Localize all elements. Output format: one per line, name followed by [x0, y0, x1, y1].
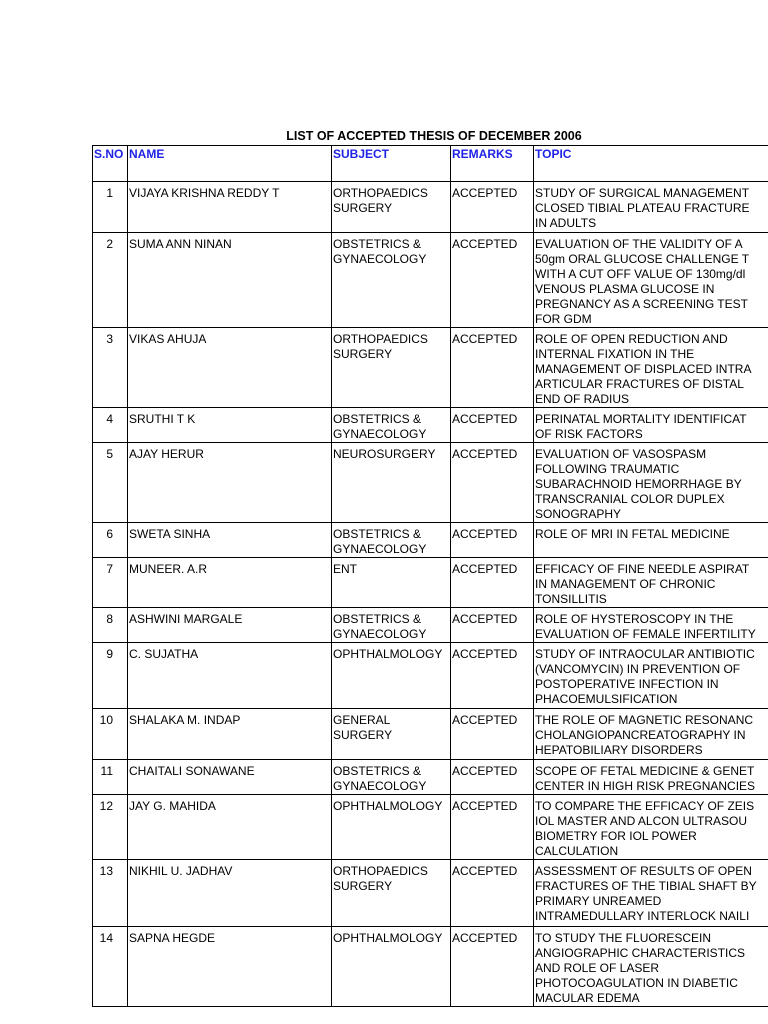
- cell-name: SUMA ANN NINAN: [128, 233, 332, 328]
- cell-sno: 13: [93, 860, 128, 927]
- cell-topic-text: STUDY OF INTRAOCULAR ANTIBIOTIC (VANCOMYCIN) IN PREVENTION OF POSTOPERATIVE INFECTION IN PHACOEMULSIFICATION: [535, 647, 755, 706]
- cell-name: MUNEER. A.R: [128, 558, 332, 608]
- table-row: [93, 760, 768, 795]
- cell-topic: [534, 408, 768, 443]
- cell-topic-text: EVALUATION OF THE VALIDITY OF A 50gm ORAL GLUCOSE CHALLENGE T WITH A CUT OFF VALUE OF 130mg/dl VENOUS PLASMA GLUCOSE IN PREGNANCY AS A SCREENING TEST FOR GDM: [535, 237, 750, 326]
- cell-topic-text: TO COMPARE THE EFFICACY OF ZEIS IOL MASTER AND ALCON ULTRASOU BIOMETRY FOR IOL POWER CALCULATION: [535, 799, 755, 858]
- table-row: [93, 182, 768, 233]
- cell-subject-text: OBSTETRICS & GYNAECOLOGY: [333, 527, 427, 556]
- cell-sno: 12: [93, 795, 128, 860]
- cell-subject-text: ORTHOPAEDICS SURGERY: [333, 864, 428, 893]
- cell-subject: [332, 709, 451, 760]
- cell-remarks: ACCEPTED: [451, 182, 534, 233]
- cell-subject: [332, 760, 451, 795]
- cell-topic: [534, 233, 768, 328]
- cell-topic: [534, 558, 768, 608]
- cell-remarks: ACCEPTED: [451, 643, 534, 709]
- cell-subject-text: OBSTETRICS & GYNAECOLOGY: [333, 412, 427, 441]
- cell-remarks: ACCEPTED: [451, 860, 534, 927]
- table-row: [93, 558, 768, 608]
- cell-sno: 11: [93, 760, 128, 795]
- table-row: [93, 328, 768, 408]
- header-topic: TOPIC: [534, 146, 768, 182]
- cell-sno: 10: [93, 709, 128, 760]
- cell-sno: 3: [93, 328, 128, 408]
- cell-subject: [332, 795, 451, 860]
- header-remarks: REMARKS: [451, 146, 534, 182]
- cell-remarks: ACCEPTED: [451, 558, 534, 608]
- cell-sno: 1: [93, 182, 128, 233]
- cell-topic-text: TO STUDY THE FLUORESCEIN ANGIOGRAPHIC CHARACTERISTICS AND ROLE OF LASER PHOTOCOAGULATION IN DIABETIC MACULAR EDEMA: [535, 931, 746, 1005]
- table-row: [93, 795, 768, 860]
- header-sno: S.NO: [93, 146, 128, 182]
- cell-remarks: ACCEPTED: [451, 328, 534, 408]
- cell-topic-text: PERINATAL MORTALITY IDENTIFICAT OF RISK FACTORS: [535, 412, 747, 441]
- cell-name: C. SUJATHA: [128, 643, 332, 709]
- cell-topic: [534, 795, 768, 860]
- table-row: [93, 233, 768, 328]
- cell-subject-text: ORTHOPAEDICS SURGERY: [333, 332, 428, 361]
- cell-subject-text: OPHTHALMOLOGY: [333, 931, 443, 945]
- cell-subject-text: NEUROSURGERY: [333, 447, 436, 461]
- cell-topic-text: ROLE OF MRI IN FETAL MEDICINE: [535, 527, 730, 541]
- cell-sno: 7: [93, 558, 128, 608]
- cell-sno: 9: [93, 643, 128, 709]
- cell-subject-text: OBSTETRICS & GYNAECOLOGY: [333, 764, 427, 793]
- cell-subject-text: OBSTETRICS & GYNAECOLOGY: [333, 237, 427, 266]
- cell-topic-text: ROLE OF HYSTEROSCOPY IN THE EVALUATION OF FEMALE INFERTILITY: [535, 612, 756, 641]
- table-row: [93, 860, 768, 927]
- cell-topic-text: SCOPE OF FETAL MEDICINE & GENET CENTER IN HIGH RISK PREGNANCIES: [535, 764, 756, 793]
- cell-topic: [534, 927, 768, 1007]
- cell-subject-text: ENT: [333, 562, 357, 576]
- cell-name: SRUTHI T K: [128, 408, 332, 443]
- cell-remarks: ACCEPTED: [451, 608, 534, 643]
- cell-sno: 6: [93, 523, 128, 558]
- thesis-table: [92, 145, 768, 1007]
- cell-subject: [332, 443, 451, 523]
- cell-topic: [534, 760, 768, 795]
- cell-topic: [534, 182, 768, 233]
- cell-name: SWETA SINHA: [128, 523, 332, 558]
- cell-remarks: ACCEPTED: [451, 523, 534, 558]
- header-subject: SUBJECT: [332, 146, 451, 182]
- table-row: [93, 608, 768, 643]
- cell-topic-text: EVALUATION OF VASOSPASM FOLLOWING TRAUMATIC SUBARACHNOID HEMORRHAGE BY TRANSCRANIAL COLOR DUPLEX SONOGRAPHY: [535, 447, 742, 521]
- cell-topic-text: THE ROLE OF MAGNETIC RESONANC CHOLANGIOPANCREATOGRAPHY IN HEPATOBILIARY DISORDERS: [535, 713, 754, 757]
- cell-remarks: ACCEPTED: [451, 408, 534, 443]
- cell-subject-text: OPHTHALMOLOGY: [333, 799, 443, 813]
- cell-subject-text: ORTHOPAEDICS SURGERY: [333, 186, 428, 215]
- table-row: [93, 643, 768, 709]
- cell-name: NIKHIL U. JADHAV: [128, 860, 332, 927]
- table-row: [93, 709, 768, 760]
- cell-topic-text: ASSESSMENT OF RESULTS OF OPEN FRACTURES OF THE TIBIAL SHAFT BY PRIMARY UNREAMED INTRAMEDULLARY INTERLOCK NAILI: [535, 864, 757, 923]
- cell-name: AJAY HERUR: [128, 443, 332, 523]
- cell-sno: 5: [93, 443, 128, 523]
- cell-sno: 14: [93, 927, 128, 1007]
- cell-topic-text: STUDY OF SURGICAL MANAGEMENT CLOSED TIBIAL PLATEAU FRACTURE IN ADULTS: [535, 186, 750, 230]
- cell-subject: [332, 233, 451, 328]
- cell-subject-text: OBSTETRICS & GYNAECOLOGY: [333, 612, 427, 641]
- cell-name: SHALAKA M. INDAP: [128, 709, 332, 760]
- cell-name: ASHWINI MARGALE: [128, 608, 332, 643]
- cell-topic-text: EFFICACY OF FINE NEEDLE ASPIRAT IN MANAGEMENT OF CHRONIC TONSILLITIS: [535, 562, 750, 606]
- cell-subject: [332, 328, 451, 408]
- cell-sno: 2: [93, 233, 128, 328]
- cell-subject: [332, 408, 451, 443]
- cell-remarks: ACCEPTED: [451, 709, 534, 760]
- cell-remarks: ACCEPTED: [451, 795, 534, 860]
- cell-sno: 8: [93, 608, 128, 643]
- cell-subject: [332, 927, 451, 1007]
- cell-remarks: ACCEPTED: [451, 927, 534, 1007]
- cell-subject: [332, 182, 451, 233]
- cell-remarks: ACCEPTED: [451, 443, 534, 523]
- cell-subject: [332, 643, 451, 709]
- table-header-row: [93, 146, 768, 182]
- table-row: [93, 927, 768, 1007]
- cell-name: SAPNA HEGDE: [128, 927, 332, 1007]
- cell-subject: [332, 558, 451, 608]
- cell-topic: [534, 860, 768, 927]
- cell-topic: [534, 328, 768, 408]
- cell-topic-text: ROLE OF OPEN REDUCTION AND INTERNAL FIXATION IN THE MANAGEMENT OF DISPLACED INTRA ARTICULAR FRACTURES OF DISTAL END OF RADIUS: [535, 332, 752, 406]
- cell-topic: [534, 523, 768, 558]
- cell-remarks: ACCEPTED: [451, 233, 534, 328]
- table-row: [93, 443, 768, 523]
- cell-subject: [332, 860, 451, 927]
- cell-remarks: ACCEPTED: [451, 760, 534, 795]
- cell-subject: [332, 523, 451, 558]
- cell-subject: [332, 608, 451, 643]
- cell-subject-text: OPHTHALMOLOGY: [333, 647, 443, 661]
- cell-name: VIJAYA KRISHNA REDDY T: [128, 182, 332, 233]
- cell-topic: [534, 709, 768, 760]
- cell-topic: [534, 643, 768, 709]
- header-name: NAME: [128, 146, 332, 182]
- cell-name: JAY G. MAHIDA: [128, 795, 332, 860]
- cell-topic: [534, 443, 768, 523]
- cell-name: VIKAS AHUJA: [128, 328, 332, 408]
- cell-subject-text: GENERAL SURGERY: [333, 713, 393, 742]
- cell-name: CHAITALI SONAWANE: [128, 760, 332, 795]
- cell-sno: 4: [93, 408, 128, 443]
- cell-topic: [534, 608, 768, 643]
- table-row: [93, 523, 768, 558]
- table-body: [93, 182, 768, 1007]
- page-title: LIST OF ACCEPTED THESIS OF DECEMBER 2006: [286, 129, 582, 143]
- table-row: [93, 408, 768, 443]
